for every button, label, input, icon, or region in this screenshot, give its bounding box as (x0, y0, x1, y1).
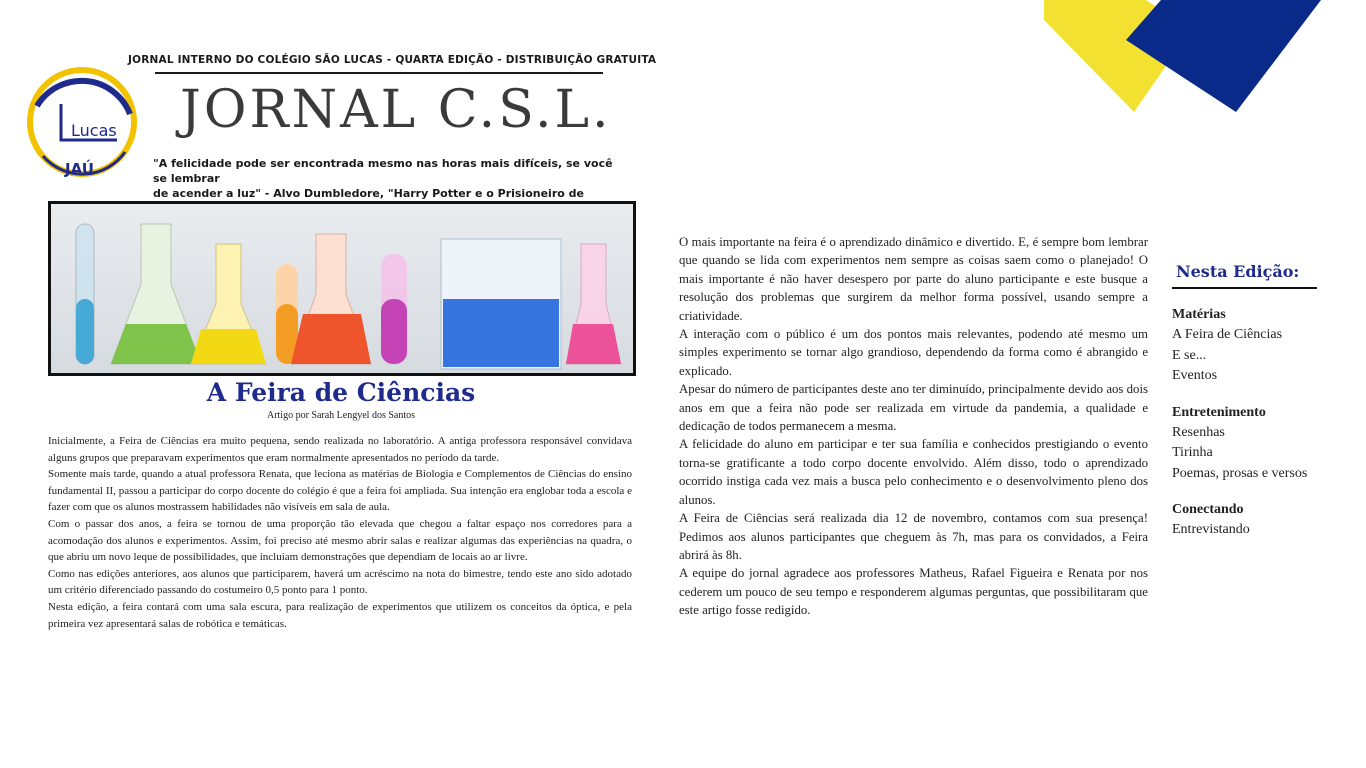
logo-text-bottom: JAÚ (65, 160, 94, 178)
sidebar-section-title: Conectando (1172, 502, 1244, 517)
article-paragraph: A interação com o público é um dos pontos mais relevantes, podendo até mesmo um simples experimento se tornar algo grandioso, dependendo da forma como é abrangido e explicado. (679, 327, 1148, 378)
sidebar-item: E se... (1172, 347, 1207, 363)
school-logo (25, 66, 141, 184)
article-paragraph: A Feira de Ciências será realizada dia 12 de novembro, contamos com sua presença! Pedimos aos alunos participantes que cheguem às 7h, mas para os convidados, a Feira abrirá às 8h. (679, 511, 1148, 562)
article-paragraph: Inicialmente, a Feira de Ciências era muito pequena, sendo realizada no laboratório. A antiga professora responsável convidava alguns grupos que preparavam experimentos que eram normalmente apresentados no período da tarde. (48, 435, 632, 464)
sidebar-item: Entrevistando (1172, 522, 1250, 537)
article-paragraph: Nesta edição, a feira contará com uma sala escura, para realização de experimentos que utilizem os conceitos da óptica, e pela primeira vez apresentará salas de robótica e temáticas. (48, 600, 632, 630)
article-body-right (679, 233, 1148, 620)
article-byline: Artigo por Sarah Lengyel dos Santos (266, 410, 416, 421)
edition-contents-sidebar (1172, 262, 1327, 541)
sidebar-section-materias (1172, 305, 1327, 387)
navy-diamond-shape (1126, 0, 1321, 112)
quote-line-1: "A felicidade pode ser encontrada mesmo nas horas mais difíceis, se você se lembrar (153, 157, 613, 185)
article-paragraph: Somente mais tarde, quando a atual professora Renata, que leciona as matérias de Biologia e Complementos de Ciências do ensino fundamental II, passou a participar do corpo docente do colégio é que a feira foi ampliada. Sua intenção era englobar toda a escola e fazer com que os alunos mostrassem habilidades não visíveis em sala de aula. (48, 468, 632, 514)
article-title: A Feira de Ciências (206, 378, 476, 407)
masthead-title: JORNAL C.S.L. (180, 80, 612, 140)
sidebar-section-conectando (1172, 500, 1327, 541)
corner-decoration (946, 0, 1366, 130)
article-paragraph: A felicidade do aluno em participar e ter sua família e conhecidos prestigiando o evento torna-se gratificante a todo corpo docente envolvido. Além disso, todo o aprendizado ocorrido instiga cada vez mais a busca pelo conhecimento e o desenvolvimento pleno dos alunos. (679, 437, 1148, 507)
sidebar-item: Tirinha (1172, 445, 1213, 460)
article-paragraph: A equipe do jornal agradece aos professores Matheus, Rafael Figueira e Renata por nos cederem um pouco de seu tempo e responderem algumas perguntas, que possibilitaram que este artigo fosse redigido. (679, 566, 1148, 618)
article-paragraph: O mais importante na feira é o aprendizado dinâmico e divertido. E, é sempre bom lembrar que quando se lida com experimentos nem sempre as coisas saem como o planejado! O mais importante é não haver desespero por parte do aluno participante e este busque a resolução dos problemas que surgirem da melhor forma possível, usando sempre a criatividade. (679, 235, 1148, 323)
quote-line-2: de acender a luz" - Alvo Dumbledore, "Harry Potter e o Prisioneiro de (153, 187, 584, 200)
article-paragraph: Como nas edições anteriores, aos alunos que participarem, haverá um acréscimo na nota do bimestre, tendo este ano sido adotado um critério diferenciado passando do costumeiro 0,5 ponto para 1 ponto. (48, 567, 632, 597)
logo-text-top: Lucas (71, 121, 117, 140)
article-body-left (48, 433, 632, 632)
sidebar-item: A Feira de Ciências (1172, 327, 1283, 342)
sidebar-section-title: Matérias (1172, 307, 1226, 322)
sidebar-item: Resenhas (1172, 424, 1225, 440)
laboratory-flasks-image (48, 201, 636, 376)
sidebar-section-entretenimento (1172, 403, 1327, 485)
sidebar-item: Eventos (1172, 368, 1218, 383)
header-rule (155, 72, 603, 74)
header-top-line: JORNAL INTERNO DO COLÉGIO SÃO LUCAS - QUARTA EDIÇÃO - DISTRIBUIÇÃO GRATUITA (128, 54, 657, 66)
sidebar-section-title: Entretenimento (1172, 404, 1266, 420)
article-paragraph: Apesar do número de participantes deste ano ter diminuído, principalmente devido aos dois anos em que a feira não pode ser realizada em virtude da pandemia, a qualidade e dedicação de todos permanecem a mesma. (679, 382, 1148, 434)
article-paragraph: Com o passar dos anos, a feira se tornou de uma proporção tão elevada que chegou a faltar espaço nos corredores para a acomodação dos alunos e experimentos. Assim, foi preciso até mesmo abrir salas e realizar algumas das experiências na quadra, o que abriu um novo leque de possibilidades, que incluíam demonstrações que dependiam de locais ao ar livre. (48, 517, 632, 564)
sidebar-item: Poemas, prosas e versos (1172, 465, 1308, 481)
sidebar-title: Nesta Edição: (1172, 262, 1317, 289)
